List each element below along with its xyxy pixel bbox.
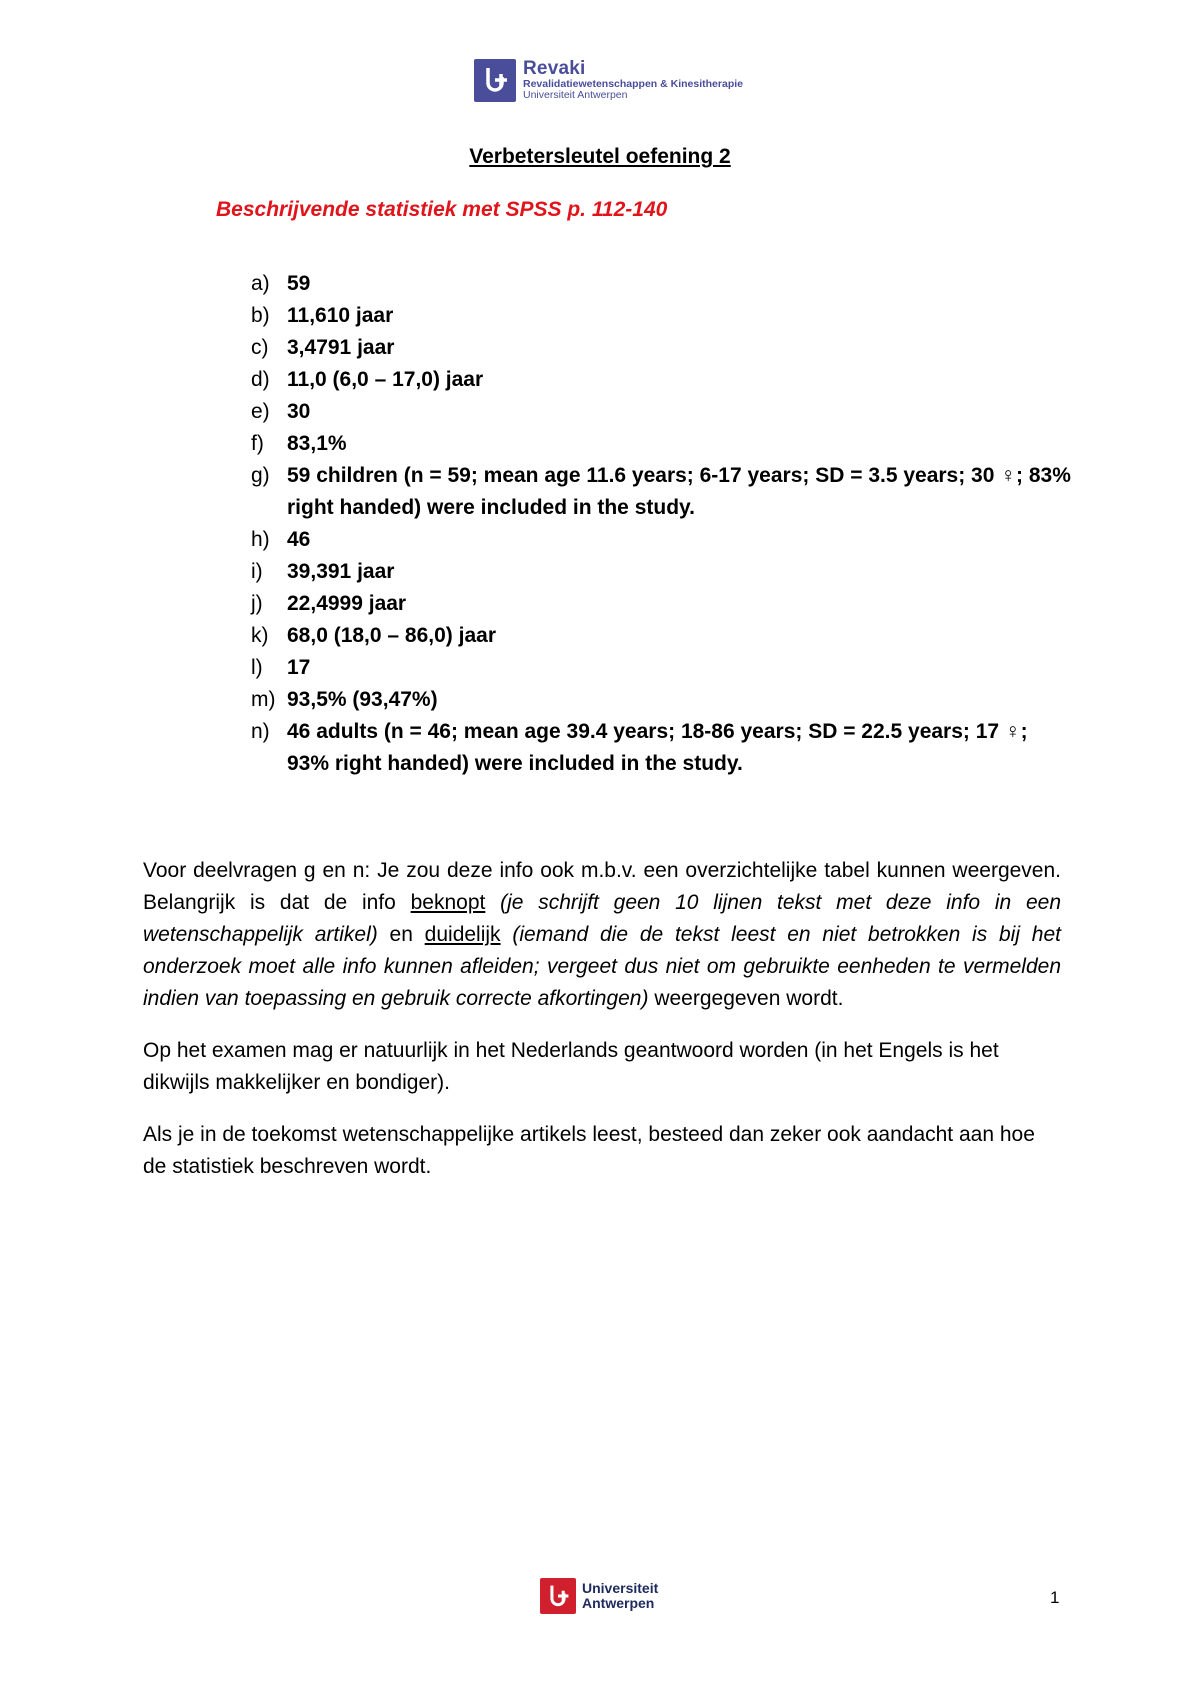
answer-item (251, 396, 1071, 428)
answer-item (251, 460, 1071, 524)
answer-marker: e) (251, 400, 270, 423)
answer-item (251, 300, 1071, 332)
answer-list (251, 268, 1071, 780)
note-paragraph-3: Als je in de toekomst wetenschappelijke artikels leest, besteed dan zeker ook aandacht aan hoe de statistiek beschreven wordt. (143, 1123, 1035, 1178)
page-number: 1 (1050, 1588, 1060, 1607)
answer-item (251, 268, 1071, 300)
answer-value: 11,0 (6,0 – 17,0) jaar (287, 368, 484, 391)
logo-subtitle: Revalidatiewetenschappen & Kinesitherapie (523, 77, 743, 90)
answer-value: 83,1% (287, 432, 347, 455)
answer-item (251, 620, 1071, 652)
note-paragraph-1: Voor deelvragen g en n: Je zou deze info ook m.b.v. een overzichtelijke tabel kunnen weergeven. Belangrijk is dat de info beknopt (je schrijft geen 10 lijnen tekst met deze info in een wetenschappelijk artikel) en duidelijk (iemand die de tekst leest en niet betrokken is bij het onderzoek moet alle info kunnen afleiden; vergeet dus niet om gebruikte eenheden te vermelden indien van toepassing en gebruik correcte afkortingen) weergegeven wordt. (143, 859, 1061, 1010)
answer-item (251, 588, 1071, 620)
answer-item (251, 524, 1071, 556)
answer-item (251, 332, 1071, 364)
logo-university: Universiteit Antwerpen (523, 88, 628, 101)
uantwerpen-logo (540, 1578, 658, 1614)
answer-value: 22,4999 jaar (287, 592, 407, 615)
answer-value: 30 (287, 400, 311, 423)
answer-item (251, 364, 1071, 396)
note-paragraph-2: Op het examen mag er natuurlijk in het Nederlands geantwoord worden (in het Engels is het dikwijls makkelijker en bondiger). (143, 1039, 999, 1094)
page-title: Verbetersleutel oefening 2 (469, 145, 731, 168)
answer-marker: n) (251, 720, 270, 743)
page-subtitle: Beschrijvende statistiek met SPSS p. 112-140 (216, 198, 668, 221)
answer-marker: b) (251, 304, 270, 327)
answer-value: 3,4791 jaar (287, 336, 395, 359)
answer-marker: h) (251, 528, 270, 551)
answer-value: 93,5% (93,47%) (287, 688, 438, 711)
revaki-logo-mark-icon (474, 59, 516, 102)
notes (143, 855, 1061, 1203)
keyword-beknopt: beknopt (410, 891, 486, 914)
answer-marker: j) (251, 592, 263, 615)
answer-item (251, 716, 1071, 780)
answer-value: 39,391 jaar (287, 560, 395, 583)
answer-value: 17 (287, 656, 311, 679)
uantwerpen-logo-mark-icon (540, 1578, 576, 1614)
answer-marker: f) (251, 432, 264, 455)
answer-value: 46 adults (n = 46; mean age 39.4 years; 18-86 years; SD = 22.5 years; 17 ♀; 93% right handed) were included in the study. (287, 720, 1028, 775)
answer-value: 11,610 jaar (287, 304, 394, 327)
footer-logo-line2: Antwerpen (582, 1595, 655, 1611)
answer-item (251, 428, 1071, 460)
answer-item (251, 556, 1071, 588)
answer-value: 68,0 (18,0 – 86,0) jaar (287, 624, 496, 647)
answer-marker: i) (251, 560, 263, 583)
answer-marker: a) (251, 272, 270, 295)
revaki-logo (474, 57, 743, 103)
answer-marker: d) (251, 368, 270, 391)
logo-name: Revaki (523, 58, 586, 80)
answer-marker: l) (251, 656, 263, 679)
answer-value: 59 children (n = 59; mean age 11.6 years; 6-17 years; SD = 3.5 years; 30 ♀; 83% right handed) were included in the study. (287, 464, 1071, 519)
answer-value: 59 (287, 272, 311, 295)
answer-item (251, 652, 1071, 684)
answer-item (251, 684, 1071, 716)
answer-marker: k) (251, 624, 269, 647)
answer-marker: g) (251, 464, 270, 487)
keyword-duidelijk: duidelijk (424, 923, 501, 946)
footer-logo-line1: Universiteit (582, 1580, 659, 1597)
answer-marker: m) (251, 688, 276, 711)
answer-value: 46 (287, 528, 311, 551)
answer-marker: c) (251, 336, 269, 359)
